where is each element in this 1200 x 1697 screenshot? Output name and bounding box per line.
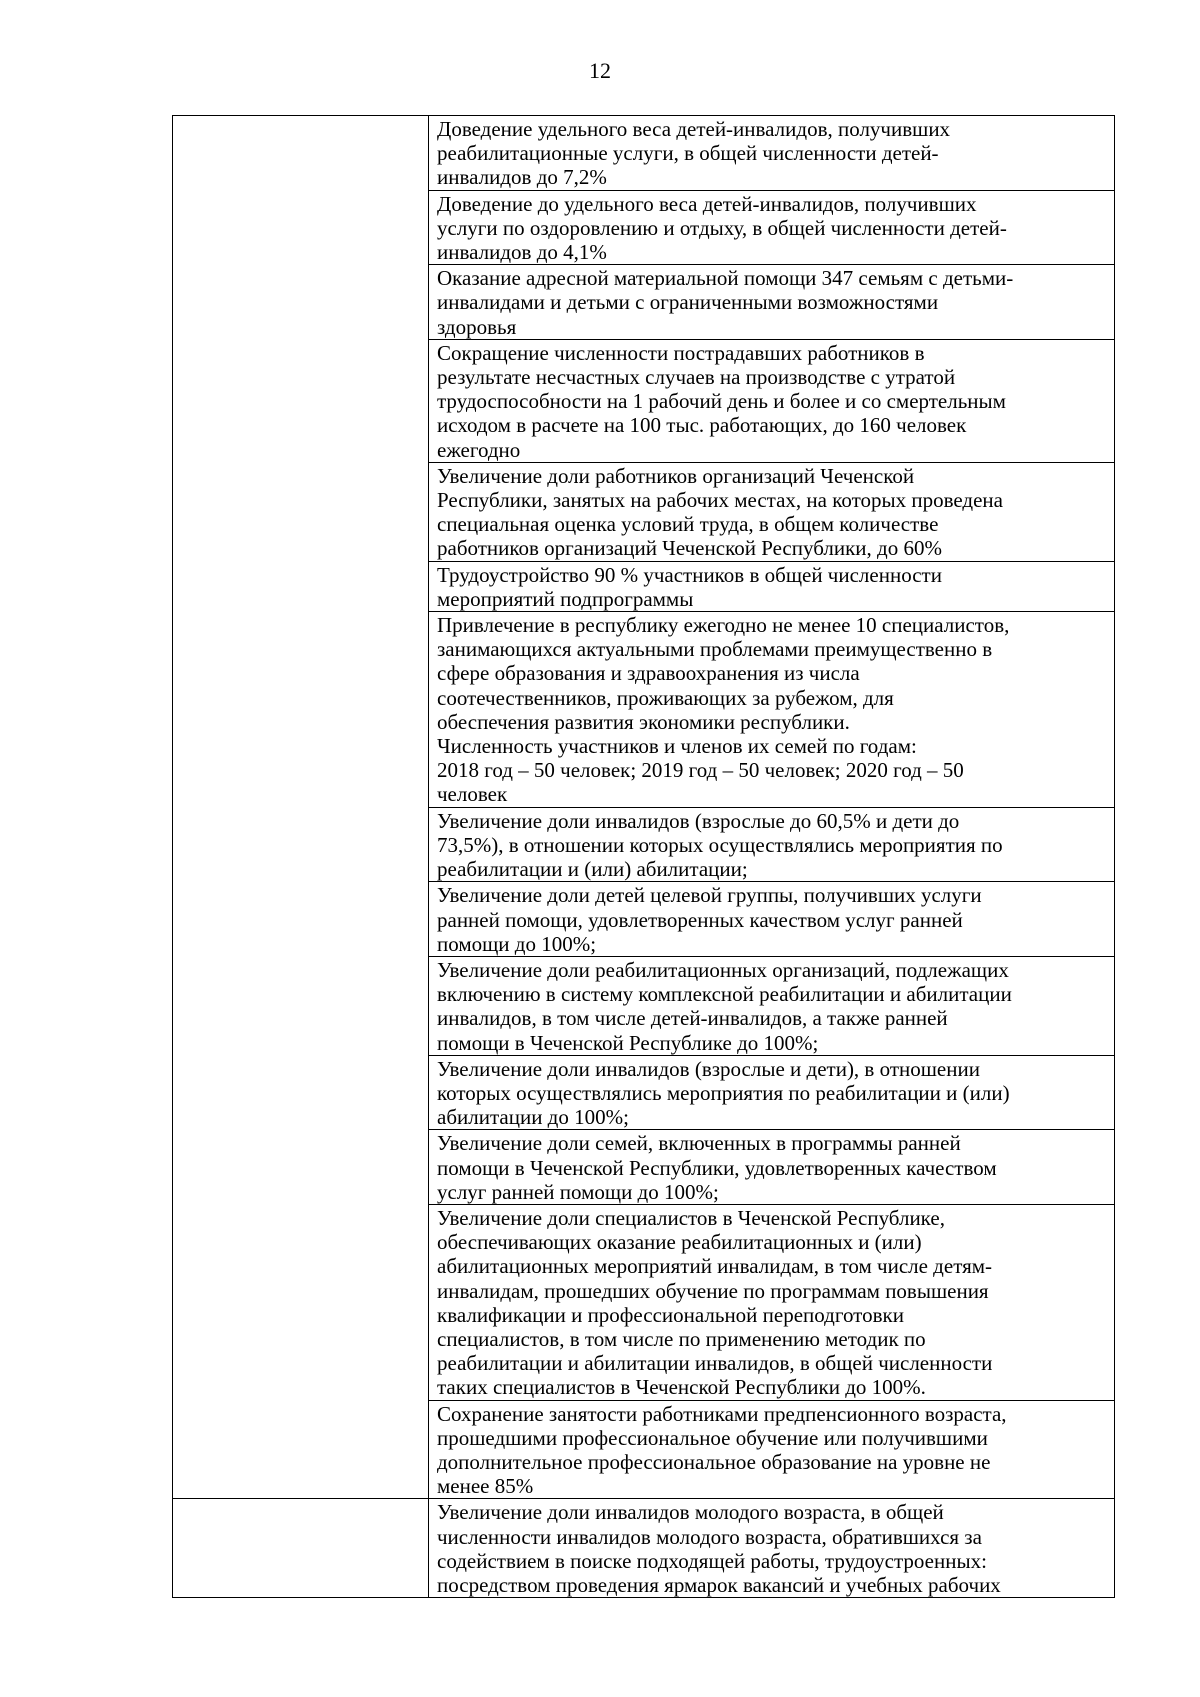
indicator-cell: Сохранение занятости работниками предпенсионного возраста, прошедшими профессиональное обучение или получившими дополнительное профессиональное образование на уровне не менее 85% — [429, 1400, 1115, 1499]
indicator-cell: Трудоустройство 90 % участников в общей численности мероприятий подпрограммы — [429, 561, 1115, 611]
left-cell-program — [173, 116, 429, 1499]
left-cell-program — [173, 1499, 429, 1598]
indicator-cell: Увеличение доли детей целевой группы, получивших услуги ранней помощи, удовлетворенных качеством услуг ранней помощи до 100%; — [429, 882, 1115, 957]
indicator-cell: Сокращение численности пострадавших работников в результате несчастных случаев на производстве с утратой трудоспособности на 1 рабочий день и более и со смертельным исходом в расчете на 100 тыс. работающих, до 160 человек ежегодно — [429, 339, 1115, 462]
indicator-cell: Увеличение доли реабилитационных организаций, подлежащих включению в систему комплексной реабилитации и абилитации инвалидов, в том числе детей-инвалидов, а также ранней помощи в Чеченской Республике до 100%; — [429, 956, 1115, 1055]
table-row — [173, 1499, 1115, 1598]
indicator-cell: Увеличение доли инвалидов (взрослые до 60,5% и дети до 73,5%), в отношении которых осуществлялись мероприятия по реабилитации и (или) абилитации; — [429, 807, 1115, 882]
indicator-cell: Увеличение доли инвалидов молодого возраста, в общей численности инвалидов молодого возраста, обратившихся за содействием в поиске подходящей работы, трудоустроенных: посредством проведения ярмарок вакансий и учебных рабочих — [429, 1499, 1115, 1598]
indicator-cell: Оказание адресной материальной помощи 347 семьям с детьми- инвалидами и детьми с ограниченными возможностями здоровья — [429, 265, 1115, 340]
page-number: 12 — [589, 58, 611, 83]
indicators-table — [172, 115, 1115, 1598]
indicator-cell: Доведение удельного веса детей-инвалидов, получивших реабилитационные услуги, в общей численности детей- инвалидов до 7,2% — [429, 116, 1115, 191]
indicator-cell: Привлечение в республику ежегодно не менее 10 специалистов, занимающихся актуальными проблемами преимущественно в сфере образования и здравоохранения из числа соотечественников, проживающих за рубежом, для обеспечения развития экономики республики. Численность участников и членов их семей по годам: 2018 год – 50 человек; 2019 год – 50 человек; 2020 год – 50 человек — [429, 612, 1115, 808]
indicator-cell: Увеличение доли работников организаций Чеченской Республики, занятых на рабочих местах, на которых проведена специальная оценка условий труда, в общем количестве работников организаций Чеченской Республики, до 60% — [429, 462, 1115, 561]
indicator-cell: Доведение до удельного веса детей-инвалидов, получивших услуги по оздоровлению и отдыху, в общей численности детей- инвалидов до 4,1% — [429, 190, 1115, 265]
indicator-cell: Увеличение доли специалистов в Чеченской Республике, обеспечивающих оказание реабилитационных и (или) абилитационных мероприятий инвалидам, в том числе детям- инвалидам, прошедших обучение по программам повышения квалификации и профессиональной переподготовки специалистов, в том числе по применению методик по реабилитации и абилитации инвалидов, в общей численности таких специалистов в Чеченской Республики до 100%. — [429, 1204, 1115, 1400]
table-row — [173, 116, 1115, 191]
indicator-cell: Увеличение доли семей, включенных в программы ранней помощи в Чеченской Республики, удовлетворенных качеством услуг ранней помощи до 100%; — [429, 1130, 1115, 1205]
indicator-cell: Увеличение доли инвалидов (взрослые и дети), в отношении которых осуществлялись мероприятия по реабилитации и (или) абилитации до 100%; — [429, 1055, 1115, 1130]
